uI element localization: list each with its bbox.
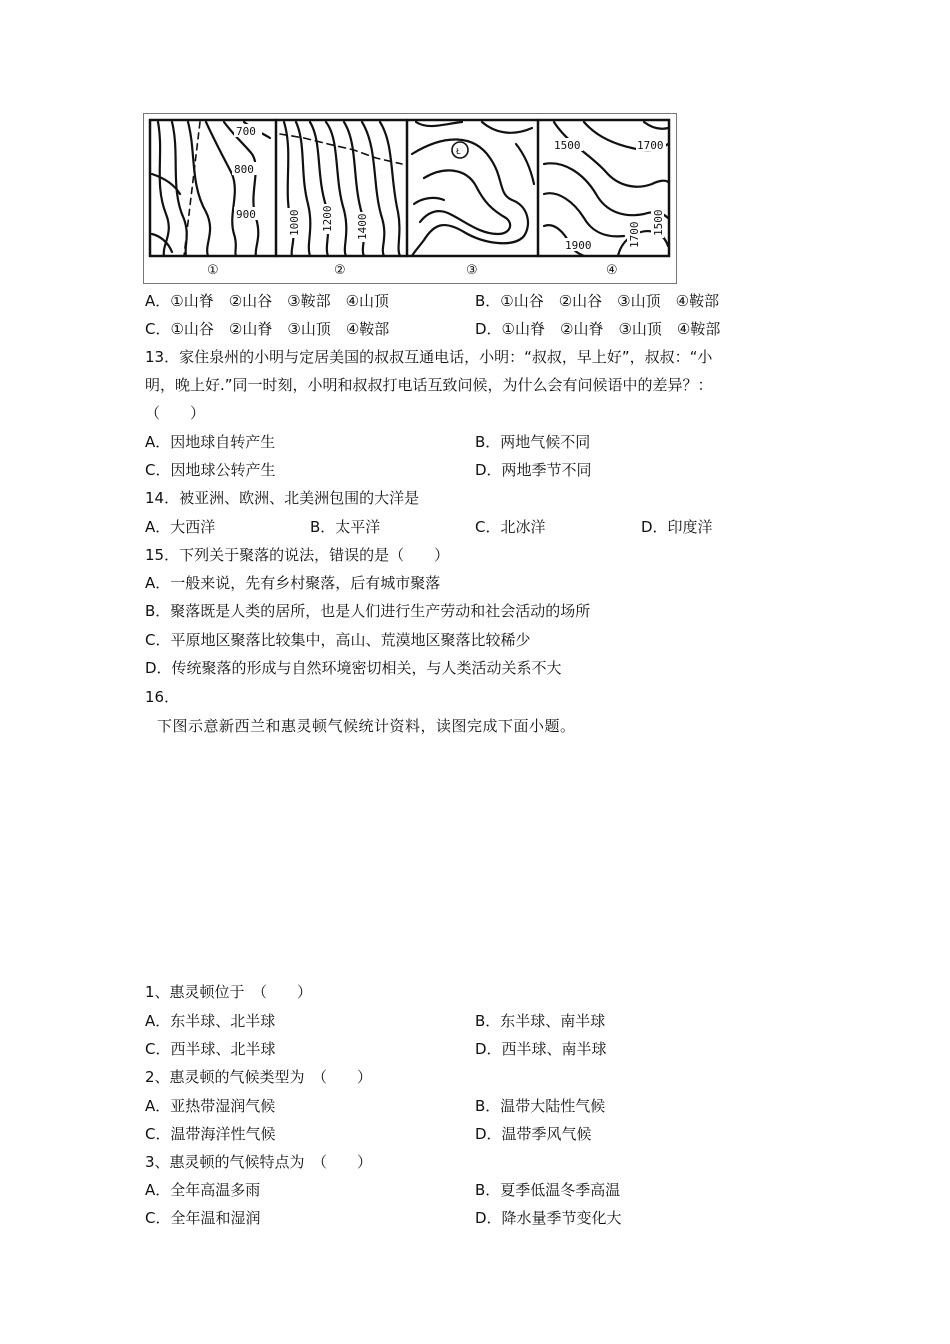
q13-option-d: D．两地季节不同 xyxy=(475,461,592,479)
q15-option-a: A．一般来说，先有乡村聚落，后有城市聚落 xyxy=(145,574,441,592)
contour-label-1000: 1000 xyxy=(288,209,301,236)
q13-stem-line-3: （ ） xyxy=(145,404,206,422)
q15-option-c: C．平原地区聚落比较集中，高山、荒漠地区聚落比较稀少 xyxy=(145,631,531,649)
q16-sub2-option-a: A．亚热带湿润气候 xyxy=(145,1097,276,1115)
q16-sub3-option-a: A．全年高温多雨 xyxy=(145,1181,261,1199)
contour-map-figure xyxy=(143,113,677,284)
panel-number-3: ③ xyxy=(466,263,478,278)
contour-label-1700: 1700 xyxy=(637,139,664,152)
contour-label-1500-vertical: 1500 xyxy=(652,209,665,236)
q16-number: 16． xyxy=(145,688,180,706)
q15-stem: 15．下列关于聚落的说法，错误的是（ ） xyxy=(145,546,450,564)
q16-sub1-option-a: A．东半球、北半球 xyxy=(145,1012,276,1030)
q12-option-a: A．①山脊 ②山谷 ③鞍部 ④山顶 xyxy=(145,292,390,310)
contour-label-1900: 1900 xyxy=(565,239,592,252)
contour-label-700: 700 xyxy=(236,125,256,138)
q16-sub3-option-d: D．降水量季节变化大 xyxy=(475,1209,622,1227)
q13-stem-line-2: 明，晚上好.”同一时刻，小明和叔叔打电话互致问候，为什么会有问候语中的差异？： xyxy=(145,376,713,394)
q12-option-c: C．①山谷 ②山脊 ③山顶 ④鞍部 xyxy=(145,320,390,338)
q15-option-b: B．聚落既是人类的居所，也是人们进行生产劳动和社会活动的场所 xyxy=(145,602,591,620)
q16-sub2-stem: 2、惠灵顿的气候类型为 （ ） xyxy=(145,1068,373,1086)
q16-sub3-stem: 3、惠灵顿的气候特点为 （ ） xyxy=(145,1153,373,1171)
q14-option-a: A．大西洋 xyxy=(145,518,216,536)
contour-label-1400: 1400 xyxy=(356,213,369,240)
q14-option-b: B．太平洋 xyxy=(310,518,381,536)
q16-sub1-option-c: C．西半球、北半球 xyxy=(145,1040,276,1058)
q16-sub3-option-c: C．全年温和湿润 xyxy=(145,1209,261,1227)
contour-label-900: 900 xyxy=(236,208,256,221)
q16-sub1-option-b: B．东半球、南半球 xyxy=(475,1012,606,1030)
contour-label-1700-vertical: 1700 xyxy=(628,221,641,248)
q12-option-b: B．①山谷 ②山谷 ③山顶 ④鞍部 xyxy=(475,292,720,310)
q13-option-c: C．因地球公转产生 xyxy=(145,461,276,479)
peak-symbol: Ł xyxy=(456,147,461,156)
q15-option-d: D．传统聚落的形成与自然环境密切相关，与人类活动关系不大 xyxy=(145,659,562,677)
panel-number-2: ② xyxy=(334,263,346,278)
q16-intro: 下图示意新西兰和惠灵顿气候统计资料，读图完成下面小题。 xyxy=(157,717,576,735)
q16-sub2-option-b: B．温带大陆性气候 xyxy=(475,1097,606,1115)
missing-figure-area xyxy=(143,745,803,975)
contour-label-1200: 1200 xyxy=(321,205,334,232)
q12-option-d: D．①山脊 ②山脊 ③山顶 ④鞍部 xyxy=(475,320,721,338)
panel-number-1: ① xyxy=(207,263,219,278)
q16-sub2-option-c: C．温带海洋性气候 xyxy=(145,1125,276,1143)
q13-stem-line-1: 13．家住泉州的小明与定居美国的叔叔互通电话，小明：“叔叔，早上好”，叔叔：“小 xyxy=(145,348,713,366)
q14-option-d: D．印度洋 xyxy=(641,518,713,536)
q14-option-c: C．北冰洋 xyxy=(475,518,546,536)
q16-sub3-option-b: B．夏季低温冬季高温 xyxy=(475,1181,621,1199)
q16-sub2-option-d: D．温带季风气候 xyxy=(475,1125,592,1143)
panel-number-4: ④ xyxy=(606,263,618,278)
q13-option-b: B．两地气候不同 xyxy=(475,433,591,451)
q14-stem: 14．被亚洲、欧洲、北美洲包围的大洋是 xyxy=(145,489,420,507)
q16-sub1-stem: 1、惠灵顿位于 （ ） xyxy=(145,983,313,1001)
contour-map-drawing xyxy=(144,114,678,285)
contour-label-1500: 1500 xyxy=(554,139,581,152)
q13-option-a: A．因地球自转产生 xyxy=(145,433,276,451)
q16-sub1-option-d: D．西半球、南半球 xyxy=(475,1040,607,1058)
contour-label-800: 800 xyxy=(234,163,254,176)
